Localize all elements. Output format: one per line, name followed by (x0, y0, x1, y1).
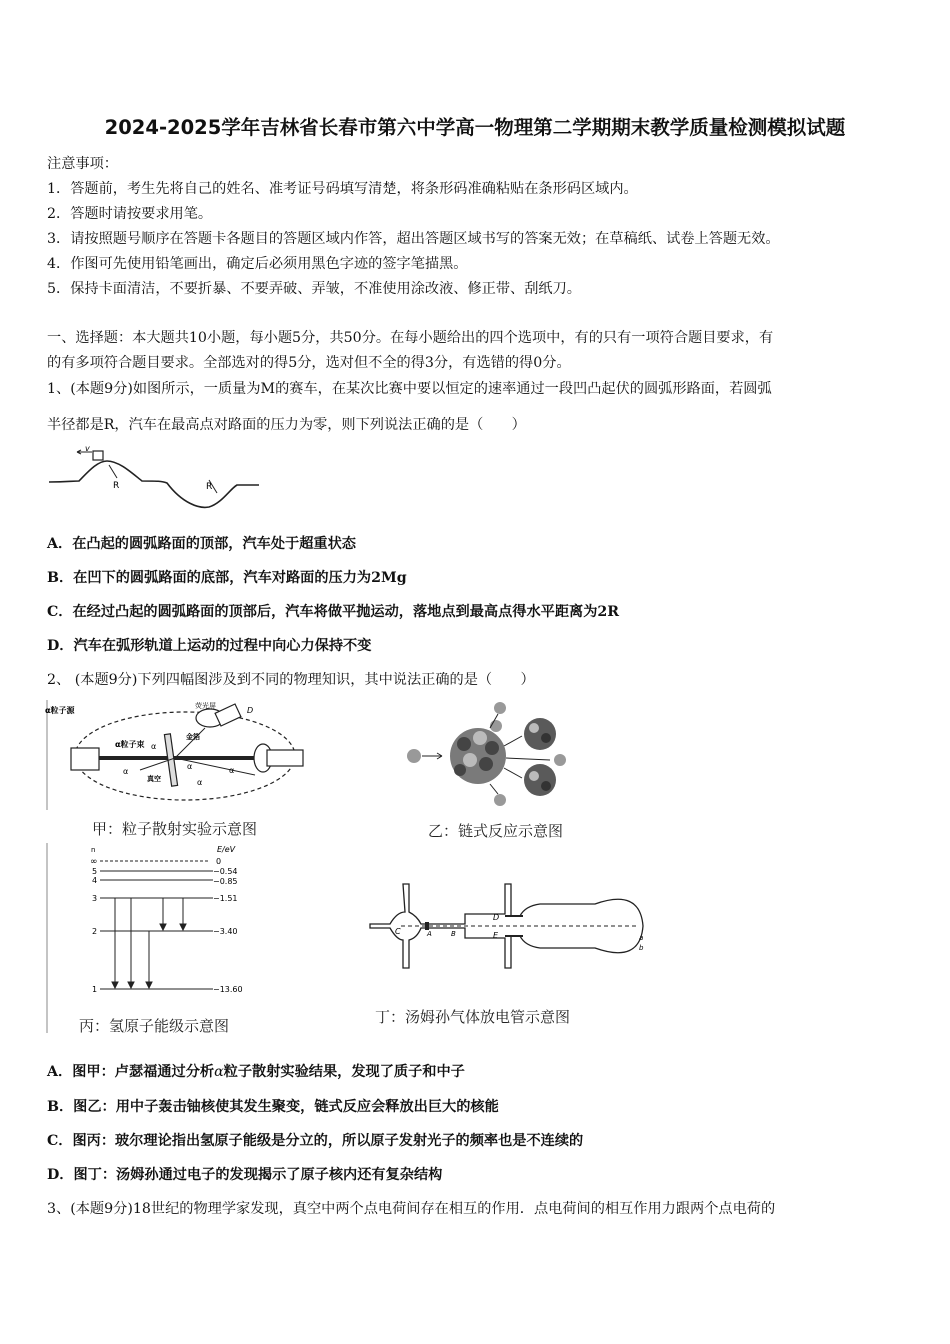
notice-item: 1．答题前，考生先将自己的姓名、准考证号码填写清楚，将条形码准确粘贴在条形码区域内。 (47, 181, 638, 197)
question-1-stem-cont: 半径都是R，汽车在最高点对路面的压力为零，则下列说法正确的是（ ） (47, 417, 526, 433)
level-n: 1 (92, 985, 98, 994)
screen-label: 荧光屏 (195, 702, 216, 710)
level-energy: −0.54 (213, 867, 238, 876)
velocity-label: v (85, 445, 90, 453)
alpha-label: α (197, 778, 203, 787)
level-energy: 0 (216, 857, 222, 866)
axis-n-label: n (91, 846, 96, 854)
q2-option-d: D．图丁：汤姆孙通过电子的发现揭示了原子核内还有复杂结构 (47, 1167, 443, 1183)
level-n: 2 (92, 927, 98, 936)
alpha-label: α (187, 762, 193, 771)
q1-option-b: B．在凹下的圆弧路面的底部，汽车对路面的压力为2Mg (47, 570, 407, 586)
notice-heading: 注意事项： (47, 156, 118, 172)
question-2-stem: 2、 (本题9分)下列四幅图涉及到不同的物理知识，其中说法正确的是（ ） (47, 672, 535, 688)
point-label: a (639, 934, 644, 942)
road-arc-figure (47, 445, 262, 515)
q1-option-d: D．汽车在弧形轨道上运动的过程中向心力保持不变 (47, 638, 372, 654)
scattering-experiment-figure (45, 700, 315, 810)
question-3-stem: 3、(本题9分)18世纪的物理学家发现，真空中两个点电荷间存在相互的作用．点电荷间的相互作用力跟两个点电荷的 (47, 1201, 776, 1217)
level-energy: −1.51 (213, 894, 238, 903)
q1-option-a: A．在凸起的圆弧路面的顶部，汽车处于超重状态 (47, 536, 356, 552)
figure-caption-yi: 乙：链式反应示意图 (428, 822, 564, 840)
level-energy: −3.40 (213, 927, 238, 936)
detector-label: D (247, 706, 254, 715)
electrode-label: A (427, 930, 432, 938)
energy-level-diagram (45, 843, 260, 1033)
point-label: b (639, 944, 644, 952)
question-1-stem: 1、(本题9分)如图所示，一质量为M的赛车，在某次比赛中要以恒定的速率通过一段凹凸起伏的圆弧形路面，若圆弧 (47, 381, 772, 397)
alpha-label: α (229, 766, 235, 775)
source-label: α粒子源 (45, 706, 75, 715)
q2-option-a-suffix: 粒子散射实验结果，发现了质子和中子 (223, 1064, 465, 1080)
radius-label: R (206, 482, 213, 492)
notice-item: 4．作图可先使用铅笔画出，确定后必须用黑色字迹的签字笔描黑。 (47, 256, 468, 272)
vacuum-label: 真空 (147, 775, 161, 783)
level-n: ∞ (90, 857, 98, 867)
electrode-label: B (451, 930, 456, 938)
figure-caption-ding: 丁：汤姆孙气体放电管示意图 (375, 1008, 571, 1026)
section-instructions: 一、选择题：本大题共10小题，每小题5分，共50分。在每小题给出的四个选项中，有的只有一项符合题目要求，有 (47, 330, 774, 346)
car-icon (93, 451, 103, 460)
chain-reaction-figure (400, 698, 580, 810)
electrode-label: C (395, 927, 401, 936)
notice-item: 5．保持卡面清洁，不要折暴、不要弄破、弄皱，不准使用涂改液、修正带、刮纸刀。 (47, 281, 581, 297)
alpha-label: α (151, 742, 157, 751)
q2-option-c: C．图丙：玻尔理论指出氢原子能级是分立的，所以原子发射光子的频率也是不连续的 (47, 1133, 584, 1149)
plate-label: E (493, 931, 499, 940)
q1-option-c: C．在经过凸起的圆弧路面的顶部后，汽车将做平抛运动，落地点到最高点得水平距离为2R (47, 604, 620, 620)
level-n: 3 (92, 894, 98, 903)
q2-option-a (47, 1061, 465, 1081)
section-instructions-cont: 的有多项符合题目要求。全部选对的得5分，选对但不全的得3分，有选错的得0分。 (47, 355, 571, 371)
alpha-symbol: α (214, 1064, 224, 1080)
q2-option-a-prefix: A．图甲：卢瑟福通过分析 (47, 1064, 215, 1080)
notice-item: 3．请按照题号顺序在答题卡各题目的答题区域内作答，超出答题区域书写的答案无效；在草稿纸、试卷上答题无效。 (47, 231, 780, 247)
notice-item: 2．答题时请按要求用笔。 (47, 206, 213, 222)
q2-option-b: B．图乙：用中子轰击铀核使其发生聚变，链式反应会释放出巨大的核能 (47, 1099, 499, 1115)
page-title: 2024-2025学年吉林省长春市第六中学高一物理第二学期期末教学质量检测模拟试题 (104, 116, 846, 139)
level-n: 4 (92, 876, 98, 885)
level-n: 5 (92, 867, 98, 876)
plate-label: D (493, 913, 500, 922)
level-energy: −13.60 (213, 985, 243, 994)
foil-label: 金箔 (186, 733, 200, 741)
alpha-label: α (123, 767, 129, 776)
radius-label: R (113, 481, 120, 491)
axis-e-label: E/eV (217, 845, 236, 854)
figure-caption-bing: 丙：氢原子能级示意图 (79, 1017, 230, 1035)
beam-label: α粒子束 (115, 740, 145, 749)
level-energy: −0.85 (213, 877, 238, 886)
discharge-tube-figure (365, 876, 650, 976)
figure-caption-jia: 甲：粒子散射实验示意图 (92, 820, 258, 838)
